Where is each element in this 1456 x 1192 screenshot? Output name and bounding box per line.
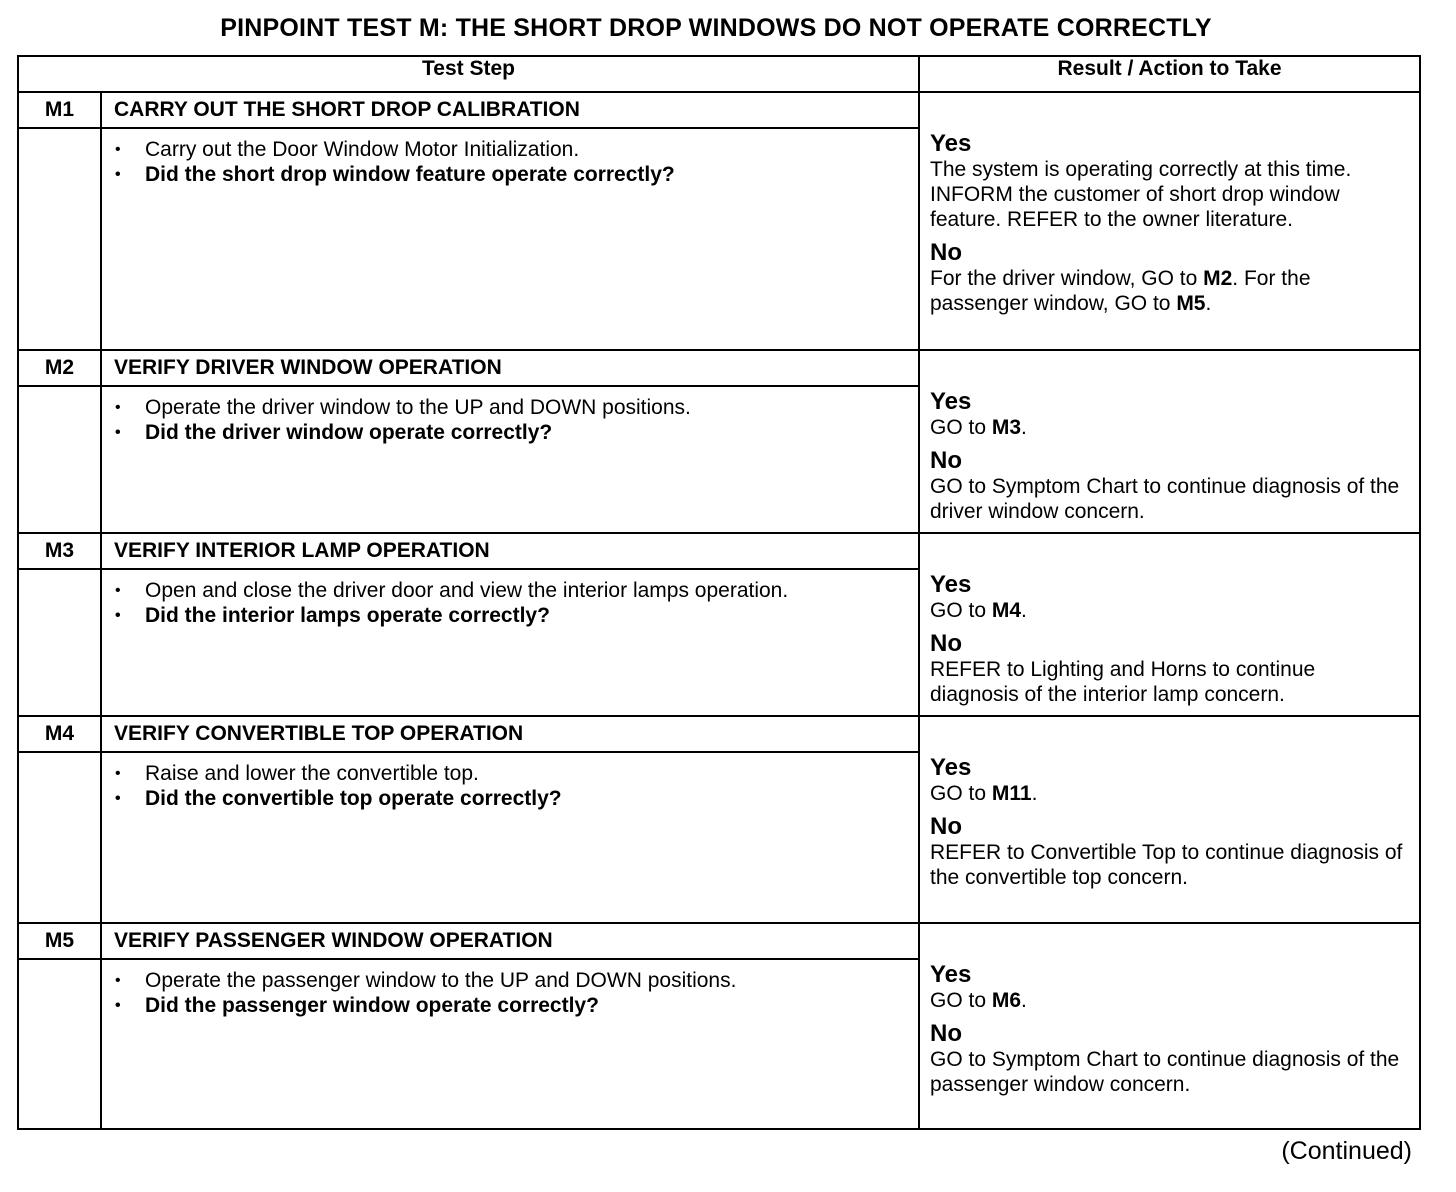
step-reference: M5 — [1176, 292, 1206, 315]
step-title-row — [18, 923, 1420, 959]
instruction-item: • Raise and lower the convertible top. — [112, 761, 898, 786]
no-action: GO to Symptom Chart to continue diagnosis of the passenger window concern. — [930, 1048, 1400, 1096]
yes-action: GO to M11. — [930, 782, 1038, 805]
step-title: VERIFY CONVERTIBLE TOP OPERATION — [101, 716, 919, 752]
yes-action: The system is operating correctly at this time. INFORM the customer of short drop window feature. REFER to the owner literature. — [930, 158, 1352, 231]
result-cell — [919, 923, 1420, 1129]
step-id: M5 — [18, 923, 101, 959]
no-action: For the driver window, GO to M2. For the passenger window, GO to M5. — [930, 267, 1311, 315]
page-title: PINPOINT TEST M: THE SHORT DROP WINDOWS DO NOT OPERATE CORRECTLY — [220, 14, 1212, 42]
yes-action: GO to M6. — [930, 989, 1027, 1012]
yes-label: Yes — [930, 961, 972, 988]
yes-label: Yes — [930, 130, 972, 157]
result-cell — [919, 350, 1420, 533]
step-id-blank — [18, 386, 101, 533]
question-item: • Did the convertible top operate correctly? — [112, 786, 898, 811]
step-reference: M3 — [991, 416, 1022, 439]
step-title-row — [18, 350, 1420, 386]
yes-label: Yes — [930, 388, 972, 415]
no-label: No — [930, 630, 962, 657]
step-instructions — [101, 569, 919, 716]
step-title-row — [18, 92, 1420, 128]
yes-label: Yes — [930, 754, 972, 781]
table-header-row — [18, 56, 1420, 92]
instruction-item: • Open and close the driver door and view the interior lamps operation. — [112, 578, 898, 603]
no-label: No — [930, 1020, 962, 1047]
step-id: M1 — [18, 92, 101, 128]
pinpoint-test-table — [17, 55, 1421, 1130]
step-instructions — [101, 386, 919, 533]
no-action: REFER to Convertible Top to continue diagnosis of the convertible top concern. — [930, 841, 1403, 889]
step-title: VERIFY INTERIOR LAMP OPERATION — [101, 533, 919, 569]
no-label: No — [930, 813, 962, 840]
instruction-item: • Operate the driver window to the UP and DOWN positions. — [112, 395, 898, 420]
instruction-item: • Operate the passenger window to the UP and DOWN positions. — [112, 968, 898, 993]
step-title-row — [18, 716, 1420, 752]
step-id: M3 — [18, 533, 101, 569]
question-item: • Did the interior lamps operate correctly? — [112, 603, 898, 628]
step-id-blank — [18, 569, 101, 716]
header-test-step: Test Step — [18, 56, 919, 92]
step-title: VERIFY PASSENGER WINDOW OPERATION — [101, 923, 919, 959]
result-cell — [919, 92, 1420, 350]
yes-label: Yes — [930, 571, 972, 598]
instruction-item: • Carry out the Door Window Motor Initialization. — [112, 137, 898, 162]
step-reference: M4 — [991, 599, 1022, 622]
header-result-action: Result / Action to Take — [919, 56, 1420, 92]
continued-note: (Continued) — [1281, 1137, 1412, 1165]
result-cell — [919, 533, 1420, 716]
step-id: M2 — [18, 350, 101, 386]
step-reference: M11 — [991, 782, 1032, 805]
step-title: VERIFY DRIVER WINDOW OPERATION — [101, 350, 919, 386]
no-label: No — [930, 447, 962, 474]
step-reference: M6 — [991, 989, 1022, 1012]
step-instructions — [101, 752, 919, 923]
no-action: GO to Symptom Chart to continue diagnosis of the driver window concern. — [930, 475, 1400, 523]
step-id-blank — [18, 752, 101, 923]
step-reference: M2 — [1203, 267, 1233, 290]
yes-action: GO to M3. — [930, 416, 1027, 439]
step-id-blank — [18, 959, 101, 1129]
step-title-row — [18, 533, 1420, 569]
step-id: M4 — [18, 716, 101, 752]
step-title: CARRY OUT THE SHORT DROP CALIBRATION — [101, 92, 919, 128]
step-instructions — [101, 128, 919, 350]
no-label: No — [930, 239, 962, 266]
result-cell — [919, 716, 1420, 923]
no-action: REFER to Lighting and Horns to continue diagnosis of the interior lamp concern. — [930, 658, 1316, 706]
question-item: • Did the passenger window operate correctly? — [112, 993, 898, 1018]
yes-action: GO to M4. — [930, 599, 1027, 622]
step-id-blank — [18, 128, 101, 350]
question-item: • Did the short drop window feature operate correctly? — [112, 162, 898, 187]
question-item: • Did the driver window operate correctly? — [112, 420, 898, 445]
step-instructions — [101, 959, 919, 1129]
